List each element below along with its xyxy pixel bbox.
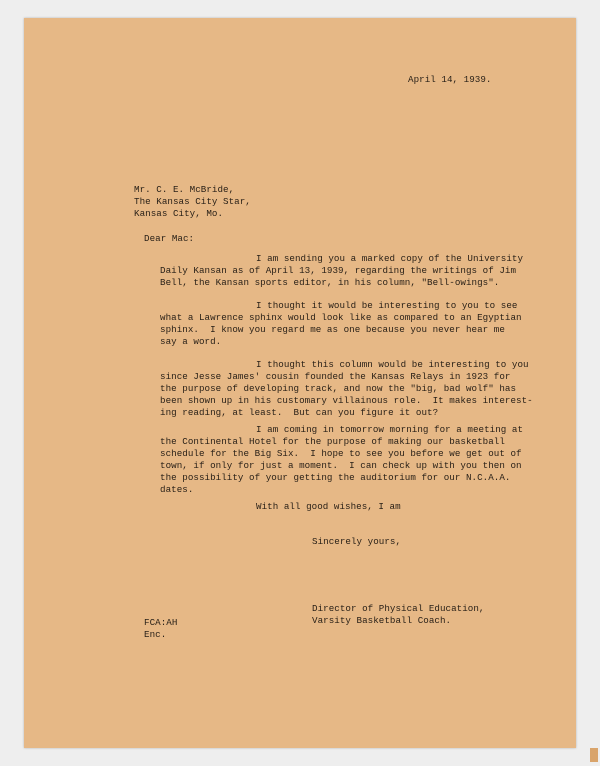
recipient-name: Mr. C. E. McBride, bbox=[134, 184, 235, 195]
letter-page bbox=[24, 18, 576, 748]
paragraph-line: Daily Kansan as of April 13, 1939, regarding the writings of Jim bbox=[160, 265, 517, 276]
closing-line: With all good wishes, I am bbox=[256, 501, 401, 512]
signature-title-line: Varsity Basketball Coach. bbox=[312, 615, 452, 626]
paragraph-line: I thought this column would be interesting to you bbox=[256, 359, 529, 370]
paragraph-line: I am sending you a marked copy of the University bbox=[256, 253, 524, 264]
paragraph-line: what a Lawrence sphinx would look like as compared to an Egyptian bbox=[160, 312, 522, 323]
recipient-city: Kansas City, Mo. bbox=[134, 208, 224, 219]
paragraph-line: since Jesse James' cousin founded the Kansas Relays in 1923 for bbox=[160, 371, 511, 382]
reference-initials: FCA:AH bbox=[144, 617, 178, 628]
recipient-organization: The Kansas City Star, bbox=[134, 196, 251, 207]
enclosure-notation: Enc. bbox=[144, 629, 167, 640]
paragraph-line: schedule for the Big Six. I hope to see you before we get out of bbox=[160, 448, 522, 459]
paragraph-line: the possibility of your getting the auditorium for our N.C.A.A. bbox=[160, 472, 511, 483]
paragraph-line: the Continental Hotel for the purpose of making our basketball bbox=[160, 436, 505, 447]
salutation: Dear Mac: bbox=[144, 233, 195, 244]
paragraph-line: ing reading, at least. But can you figure it out? bbox=[160, 407, 439, 418]
paragraph-line: sphinx. I know you regard me as one because you never hear me bbox=[160, 324, 505, 335]
paragraph-line: I am coming in tomorrow morning for a meeting at bbox=[256, 424, 524, 435]
paragraph-line: been shown up in his customary villainous role. It makes interest- bbox=[160, 395, 533, 406]
paragraph-line: say a word. bbox=[160, 336, 222, 347]
paragraph-line: the purpose of developing track, and now the "big, bad wolf" has bbox=[160, 383, 517, 394]
letter-date: April 14, 1939. bbox=[408, 74, 492, 85]
paragraph-line: Bell, the Kansan sports editor, in his column, "Bell-owings". bbox=[160, 277, 500, 288]
color-patch bbox=[590, 748, 598, 762]
paragraph-line: I thought it would be interesting to you to see bbox=[256, 300, 518, 311]
complimentary-close: Sincerely yours, bbox=[312, 536, 402, 547]
paragraph-line: dates. bbox=[160, 484, 194, 495]
paragraph-line: town, if only for just a moment. I can check up with you then on bbox=[160, 460, 522, 471]
signature-title-line: Director of Physical Education, bbox=[312, 603, 485, 614]
